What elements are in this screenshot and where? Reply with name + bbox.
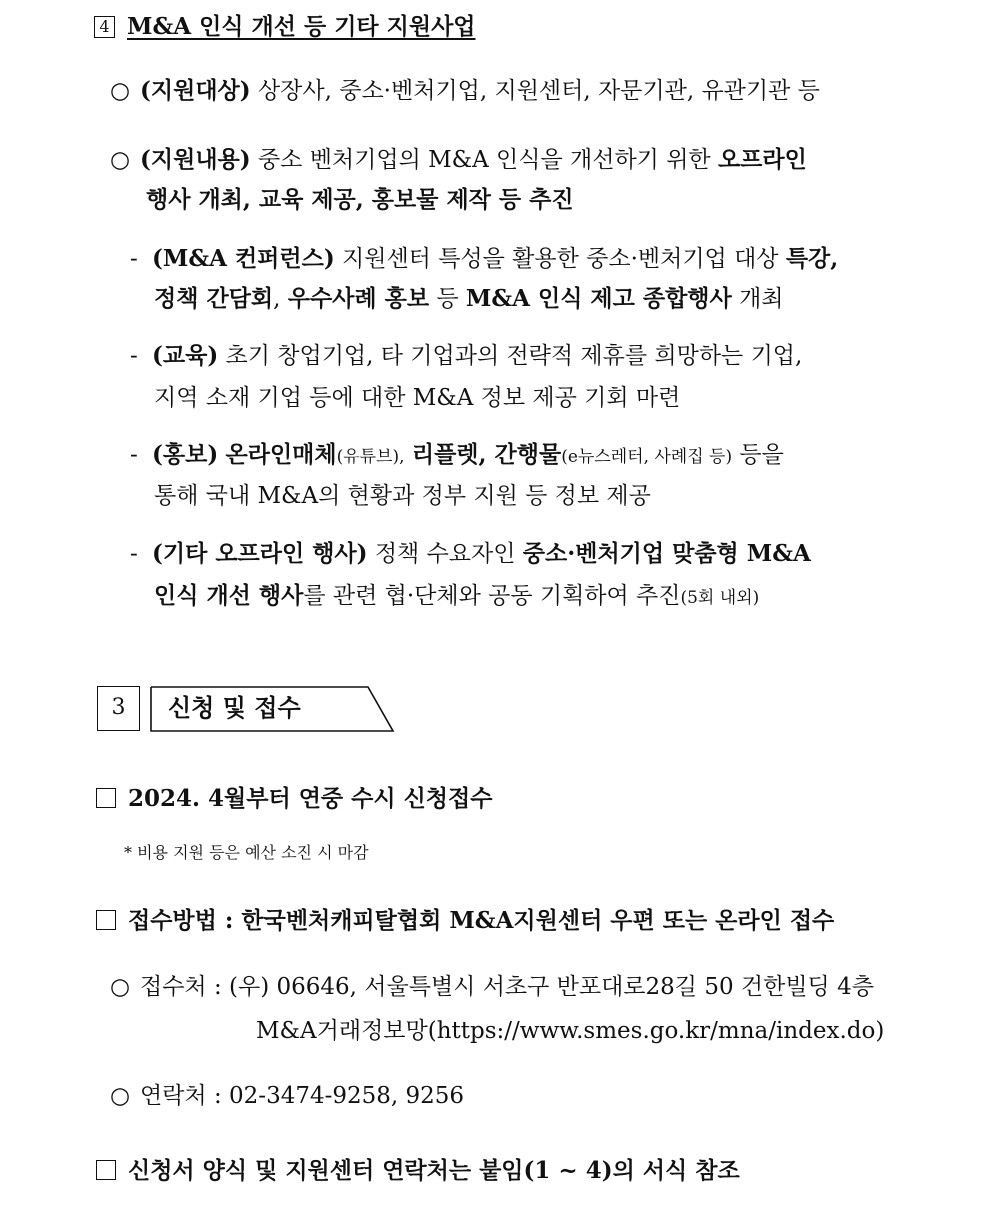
conference-line2 [154, 284, 784, 314]
apply-method-text: 접수방법 : 한국벤처캐피탈협회 M&A지원센터 우편 또는 온라인 접수 [128, 907, 835, 934]
promotion-label: (홍보) [152, 441, 219, 468]
bullet-circle-icon: ○ [110, 78, 131, 104]
bullet-dash: - [130, 541, 138, 567]
section4-title: M&A 인식 개선 등 기타 지원사업 [127, 13, 476, 40]
promotion-bold: 리플렛, 간행물 [411, 441, 562, 468]
receiver-item [110, 972, 874, 1002]
other-events-item [130, 539, 811, 569]
other-events-bold: 인식 개선 행사 [154, 582, 304, 609]
apply-note: * 비용 지원 등은 예산 소진 시 마감 [124, 843, 369, 862]
conference-item [130, 244, 838, 274]
conference-bold: 우수사례 홍보 [287, 285, 430, 312]
bullet-dash: - [130, 343, 138, 369]
support-target-text: 상장사, 중소·벤처기업, 지원센터, 자문기관, 유관기관 등 [257, 78, 820, 104]
promotion-text: 등을 [739, 442, 784, 468]
conference-text: 등 [436, 286, 459, 312]
other-events-text: 정책 수요자인 [374, 541, 516, 567]
support-content-line2: 행사 개최, 교육 제공, 홍보물 제작 등 추진 [146, 186, 574, 213]
conference-comma: , [273, 286, 281, 312]
other-events-line2 [154, 581, 759, 613]
receiver-text: 접수처 : (우) 06646, 서울특별시 서초구 반포대로28길 50 건한빌딩 4층 [140, 974, 874, 1000]
checkbox-square-icon [96, 910, 116, 930]
promotion-small: (유튜브), [336, 447, 405, 467]
other-events-small: (5회 내외) [680, 588, 760, 608]
support-target-label: (지원대상) [140, 77, 251, 104]
support-target-item [110, 76, 820, 106]
contact-item [110, 1081, 464, 1111]
section3-title-box [150, 686, 395, 732]
other-events-bold: 중소·벤처기업 맞춤형 M&A [522, 540, 811, 567]
bullet-dash: - [130, 442, 138, 468]
education-text: 초기 창업기업, 타 기업과의 전략적 제휴를 희망하는 기업, [225, 343, 803, 369]
contact-text: 연락처 : 02-3474-9258, 9256 [140, 1083, 465, 1109]
forms-reference [96, 1156, 740, 1186]
checkbox-square-icon [96, 788, 116, 808]
conference-text: 지원센터 특성을 활용한 중소·벤처기업 대상 [342, 246, 779, 272]
conference-bold: 정책 간담회 [154, 285, 274, 312]
other-events-label: (기타 오프라인 행사) [152, 540, 368, 567]
support-content-text: 중소 벤처기업의 M&A 인식을 개선하기 위한 [257, 147, 711, 173]
education-item [130, 341, 802, 371]
bullet-circle-icon: ○ [110, 147, 131, 173]
checkbox-square-icon [96, 1160, 116, 1180]
promotion-small: (e뉴스레터, 사례집 등) [561, 447, 733, 467]
apply-period [96, 784, 492, 814]
support-content-item [110, 145, 807, 175]
promotion-item [130, 440, 784, 472]
conference-bold: M&A 인식 제고 종합행사 [465, 285, 732, 312]
conference-bold: 특강, [785, 245, 839, 272]
section4-heading [94, 12, 476, 42]
conference-text: 개최 [739, 286, 784, 312]
receiver-url: M&A거래정보망(https://www.smes.go.kr/mna/index.do) [256, 1018, 885, 1044]
section4-number: 4 [94, 16, 115, 38]
education-label: (교육) [152, 342, 219, 369]
section3-title: 신청 및 접수 [168, 693, 301, 722]
support-content-label: (지원내용) [140, 146, 251, 173]
bullet-dash: - [130, 246, 138, 272]
bullet-circle-icon: ○ [110, 974, 131, 1000]
section3-number: 3 [97, 686, 140, 731]
bullet-circle-icon: ○ [110, 1083, 131, 1109]
promotion-line2: 통해 국내 M&A의 현황과 정부 지원 등 정보 제공 [154, 483, 651, 509]
education-line2: 지역 소재 기업 등에 대한 M&A 정보 제공 기회 마련 [154, 385, 681, 411]
conference-label: (M&A 컨퍼런스) [152, 245, 335, 272]
promotion-bold: 온라인매체 [225, 441, 337, 468]
other-events-text: 를 관련 협·단체와 공동 기획하여 추진 [303, 583, 681, 609]
apply-method [96, 906, 834, 936]
support-content-bold: 오프라인 [717, 146, 807, 173]
forms-reference-text: 신청서 양식 및 지원센터 연락처는 붙임(1 ~ 4)의 서식 참조 [128, 1157, 740, 1184]
apply-period-text: 2024. 4월부터 연중 수시 신청접수 [128, 785, 493, 812]
